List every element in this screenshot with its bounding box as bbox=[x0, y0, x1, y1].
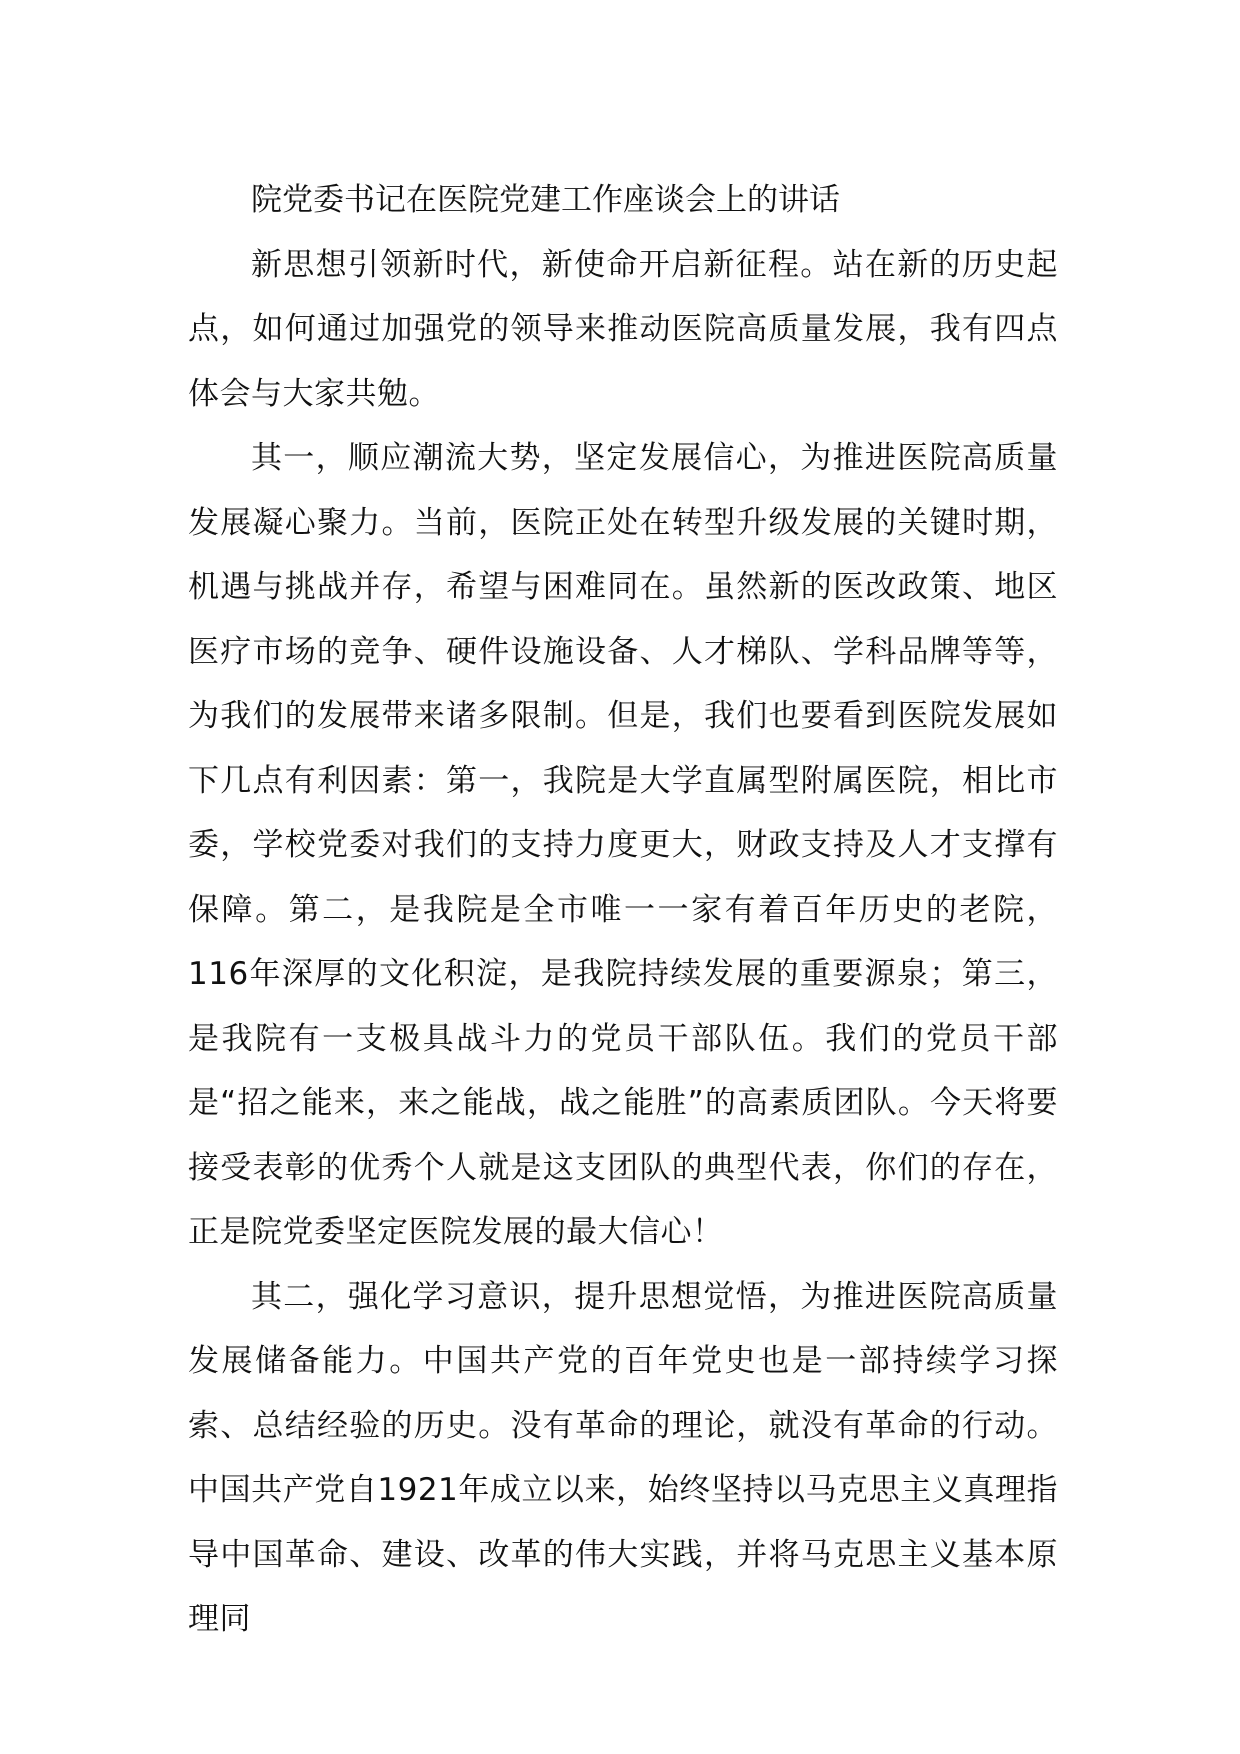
document-body bbox=[188, 168, 1058, 1652]
paragraph-point-one: 其一，顺应潮流大势，坚定发展信心，为推进医院高质量发展凝心聚力。当前，医院正处在转型升级发展的关键时期，机遇与挑战并存，希望与困难同在。虽然新的医改政策、地区医疗市场的竞争、硬件设施设备、人才梯队、学科品牌等等，为我们的发展带来诸多限制。但是，我们也要看到医院发展如下几点有利因素：第一，我院是大学直属型附属医院，相比市委，学校党委对我们的支持力度更大，财政支持及人才支撑有保障。第二，是我院是全市唯一一家有着百年历史的老院，116年深厚的文化积淀，是我院持续发展的重要源泉；第三，是我院有一支极具战斗力的党员干部队伍。我们的党员干部是“招之能来，来之能战，战之能胜”的高素质团队。今天将要接受表彰的优秀个人就是这支团队的典型代表，你们的存在，正是院党委坚定医院发展的最大信心！ bbox=[188, 440, 1058, 1250]
document-title: 院党委书记在医院党建工作座谈会上的讲话 bbox=[251, 182, 840, 218]
paragraph-point-two: 其二，强化学习意识，提升思想觉悟，为推进医院高质量发展储备能力。中国共产党的百年党史也是一部持续学习探索、总结经验的历史。没有革命的理论，就没有革命的行动。中国共产党自1921年成立以来，始终坚持以马克思主义真理指导中国革命、建设、改革的伟大实践，并将马克思主义基本原理同 bbox=[188, 1278, 1058, 1637]
paragraph-intro: 新思想引领新时代，新使命开启新征程。站在新的历史起点，如何通过加强党的领导来推动医院高质量发展，我有四点体会与大家共勉。 bbox=[188, 246, 1058, 412]
